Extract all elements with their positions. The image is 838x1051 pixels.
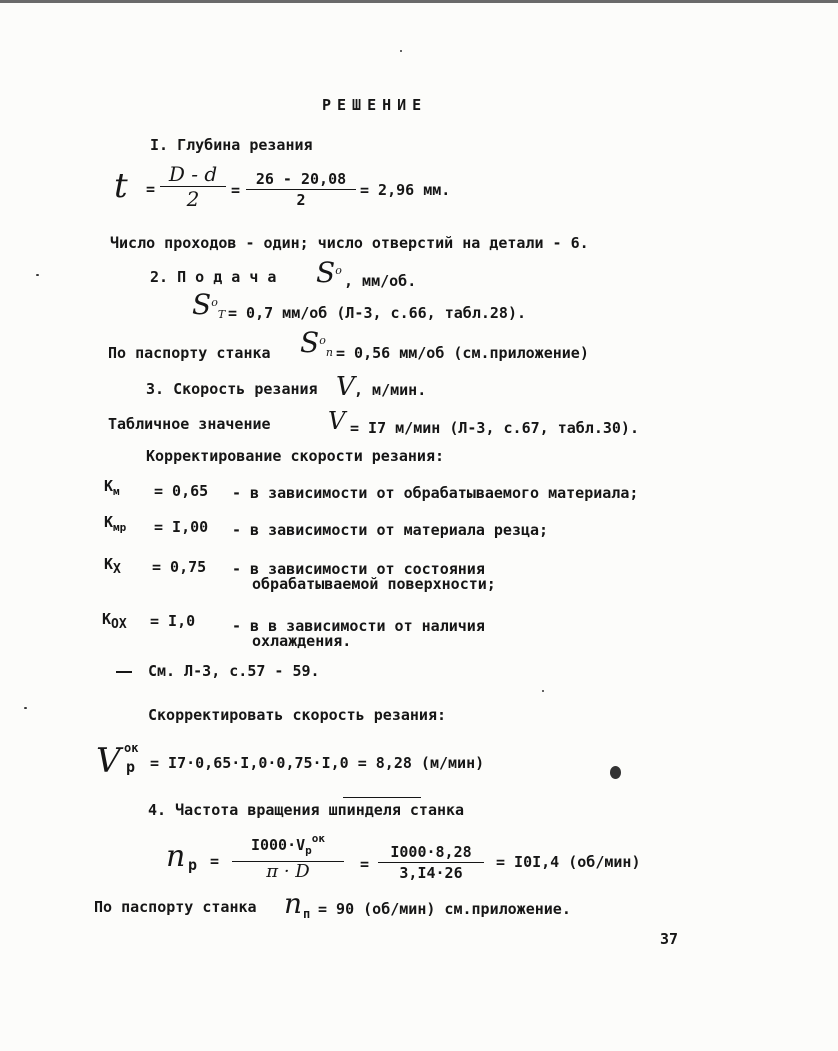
table-value: = I7 м/мин (Л-3, с.67, табл.30). <box>350 419 639 437</box>
k-x-desc-line2: обрабатываемой поверхности; <box>252 575 496 593</box>
page-title: РЕШЕНИЕ <box>322 96 428 114</box>
fraction-denominator: 3,I4·26 <box>399 864 463 882</box>
feed-letter: S <box>316 256 336 289</box>
k-ox-value: = I,0 <box>150 612 196 630</box>
corrected-speed-formula: = I7·0,65·I,0·0,75·I,0 = 8,28 (м/мин) <box>150 754 485 772</box>
spindle-speed-sub: p <box>188 856 198 874</box>
feed-sub: n <box>325 346 333 359</box>
scan-speck <box>36 274 39 276</box>
passes-line: Число проходов - один; число отверстий на детали - 6. <box>110 234 589 252</box>
feed-symbol <box>316 256 342 289</box>
fraction-numerator: I000·8,28 <box>378 843 484 863</box>
k-ox-desc-line2: охлаждения. <box>252 632 352 650</box>
speed-unit: , м/мин. <box>354 381 427 399</box>
k-letter: K <box>104 477 114 495</box>
k-subscript: мр <box>113 521 127 534</box>
section-3-heading: 3. Скорость резания <box>146 380 318 398</box>
scan-speck <box>400 50 402 52</box>
k-letter: K <box>104 513 114 531</box>
spindle-speed-result: = I0I,4 (об/мин) <box>496 853 641 871</box>
eq-sign: = <box>360 855 370 873</box>
fraction-numerator <box>232 830 344 862</box>
k-x-symbol <box>104 555 121 579</box>
k-letter: K <box>102 610 112 628</box>
k-subscript: X <box>113 562 121 577</box>
feed-table-symbol <box>192 288 226 324</box>
reference-line: См. Л-3, с.57 - 59. <box>148 662 320 680</box>
feed-sup: o <box>319 334 326 347</box>
k-letter: K <box>104 555 114 573</box>
table-value-prefix: Табличное значение <box>108 415 271 433</box>
k-m-desc: - в зависимости от обрабатываемого материала; <box>232 484 639 502</box>
fraction-numerator: D - d <box>160 163 226 187</box>
fraction-denominator: π · D <box>266 861 310 882</box>
numerator-text: I000·V <box>250 836 306 854</box>
feed-letter: S <box>192 288 212 321</box>
feed-passport-symbol <box>300 326 333 362</box>
fraction-denominator: 2 <box>186 187 200 211</box>
fraction-denominator: 2 <box>296 191 306 209</box>
feed-sup: o <box>335 264 342 277</box>
eq-sign: = <box>146 180 156 198</box>
feed-unit: , мм/об. <box>344 272 417 290</box>
passport-speed-sub: п <box>303 907 311 921</box>
speed-symbol: V <box>328 407 346 435</box>
section-1-heading: I. Глубина резания <box>150 136 313 154</box>
ink-blot <box>610 766 621 779</box>
depth-symbol: t <box>114 166 128 206</box>
corrected-speed-symbol: V <box>96 741 121 781</box>
k-ox-desc-line1: - в в зависимости от наличия <box>232 617 485 635</box>
correct-speed-heading: Скорректировать скорость резания: <box>148 706 447 724</box>
overline <box>343 797 421 798</box>
section-4-heading: 4. Частота вращения шпинделя станка <box>148 801 465 819</box>
page-number: 37 <box>660 930 679 948</box>
scan-speck <box>542 690 544 692</box>
k-mr-value: = I,00 <box>154 518 209 536</box>
k-ox-symbol <box>102 610 127 634</box>
feed-sup: o <box>211 296 218 309</box>
spindle-passport-prefix: По паспорту станка <box>94 898 257 916</box>
spindle-passport-value: = 90 (об/мин) см.приложение. <box>318 900 571 918</box>
correction-heading: Корректирование скорости резания: <box>146 447 445 465</box>
k-mr-symbol <box>104 513 126 537</box>
speed-symbol: V <box>336 372 355 402</box>
fraction-numerator: 26 - 20,08 <box>246 170 356 190</box>
spindle-fraction-symbolic <box>232 830 344 881</box>
passport-speed-symbol: n <box>284 887 303 920</box>
numerator-sup: ок <box>311 832 326 845</box>
scan-speck <box>24 707 27 709</box>
numerator-sub: p <box>305 844 312 857</box>
corrected-speed-sub: p <box>126 758 136 776</box>
scan-top-edge <box>0 0 838 3</box>
k-m-value: = 0,65 <box>154 482 209 500</box>
spindle-fraction-numeric <box>378 843 484 882</box>
feed-passport-prefix: По паспорту станка <box>108 344 271 362</box>
depth-fraction-numeric <box>246 170 356 209</box>
corrected-speed-sup: ок <box>124 741 139 755</box>
feed-table-line: = 0,7 мм/об (Л-3, с.66, табл.28). <box>228 304 527 322</box>
feed-passport-value: = 0,56 мм/об (см.приложение) <box>336 344 589 362</box>
feed-letter: S <box>300 326 320 359</box>
depth-fraction-symbolic <box>160 163 226 210</box>
k-x-desc-line1: - в зависимости от состояния <box>232 560 485 578</box>
k-m-symbol <box>104 477 120 501</box>
k-subscript: OX <box>111 617 127 632</box>
section-2-heading: 2. П о д а ч а <box>150 268 277 286</box>
k-mr-desc: - в зависимости от материала резца; <box>232 521 549 539</box>
spindle-speed-symbol: n <box>166 839 186 874</box>
depth-result: = 2,96 мм. <box>360 181 451 199</box>
eq-sign: = <box>231 181 241 199</box>
feed-sub: T <box>217 308 226 321</box>
k-x-value: = 0,75 <box>152 558 207 576</box>
k-subscript: м <box>113 485 120 498</box>
eq-sign: = <box>210 852 220 870</box>
reference-dash <box>116 671 132 673</box>
